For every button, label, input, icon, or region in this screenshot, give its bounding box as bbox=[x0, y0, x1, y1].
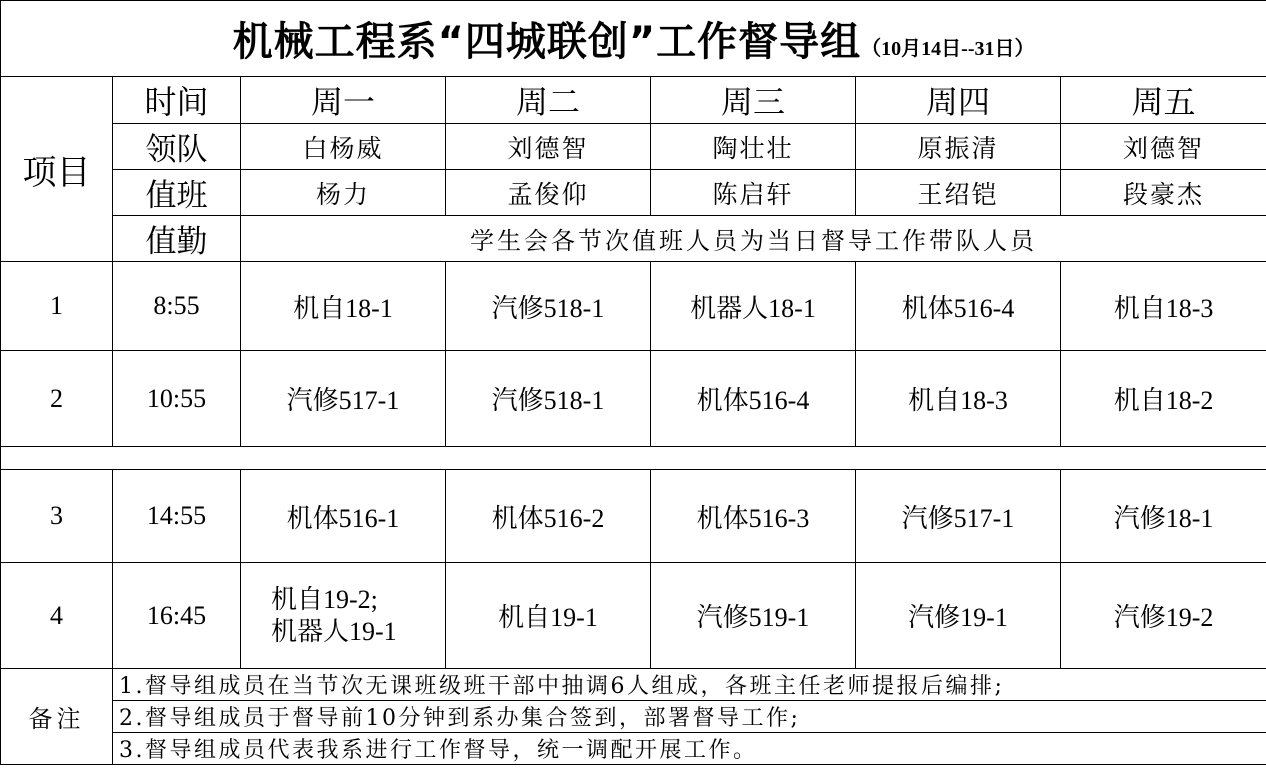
remark-row bbox=[1, 701, 1266, 733]
remark-item: 1.督导组成员在当节次无课班级班干部中抽调6人组成，各班主任老师提报后编排; bbox=[113, 669, 1266, 701]
leader-name: 刘德智 bbox=[1061, 124, 1266, 170]
spacer-cell bbox=[1, 447, 1266, 470]
day-header: 周二 bbox=[446, 77, 651, 124]
class-cell: 机体516-2 bbox=[446, 470, 651, 563]
class-cell: 机器人18-1 bbox=[651, 262, 856, 351]
day-header: 周三 bbox=[651, 77, 856, 124]
leader-name: 白杨威 bbox=[241, 124, 446, 170]
duty-name: 孟俊仰 bbox=[446, 170, 651, 216]
class-cell: 机自18-3 bbox=[1061, 262, 1266, 351]
period-time: 10:55 bbox=[113, 351, 241, 447]
period-time: 14:55 bbox=[113, 470, 241, 563]
day-header: 周四 bbox=[856, 77, 1061, 124]
project-label: 项目 bbox=[1, 77, 113, 262]
class-cell: 机自19-1 bbox=[446, 563, 651, 669]
duty-label: 值班 bbox=[113, 170, 241, 216]
day-header: 周五 bbox=[1061, 77, 1266, 124]
remark-row bbox=[1, 733, 1266, 765]
remark-item: 3.督导组成员代表我系进行工作督导，统一调配开展工作。 bbox=[113, 733, 1266, 765]
leader-label: 领队 bbox=[113, 124, 241, 170]
table-row bbox=[1, 262, 1266, 351]
class-cell: 机自18-2 bbox=[1061, 351, 1266, 447]
class-cell: 机自18-1 bbox=[241, 262, 446, 351]
class-cell: 汽修19-1 bbox=[856, 563, 1061, 669]
class-cell: 机体516-1 bbox=[241, 470, 446, 563]
table-row bbox=[1, 470, 1266, 563]
period-time: 16:45 bbox=[113, 563, 241, 669]
period-number: 2 bbox=[1, 351, 113, 447]
title-date-range: （10月14日--31日） bbox=[861, 38, 1035, 60]
class-cell: 汽修519-1 bbox=[651, 563, 856, 669]
class-cell: 机自18-3 bbox=[856, 351, 1061, 447]
class-cell: 机体516-4 bbox=[856, 262, 1061, 351]
spacer-row bbox=[1, 447, 1266, 470]
duty-name: 陈启轩 bbox=[651, 170, 856, 216]
remarks-label: 备注 bbox=[1, 669, 113, 765]
duty-row bbox=[1, 170, 1266, 216]
leader-name: 刘德智 bbox=[446, 124, 651, 170]
remark-row bbox=[1, 669, 1266, 701]
class-cell: 汽修19-2 bbox=[1061, 563, 1266, 669]
day-header: 周一 bbox=[241, 77, 446, 124]
class-cell: 汽修518-1 bbox=[446, 351, 651, 447]
table-row bbox=[1, 563, 1266, 669]
header-days-row bbox=[1, 77, 1266, 124]
class-cell: 机体516-4 bbox=[651, 351, 856, 447]
time-label: 时间 bbox=[113, 77, 241, 124]
period-number: 1 bbox=[1, 262, 113, 351]
attendance-label: 值勤 bbox=[113, 216, 241, 262]
period-number: 4 bbox=[1, 563, 113, 669]
class-cell: 汽修517-1 bbox=[856, 470, 1061, 563]
duty-name: 杨力 bbox=[241, 170, 446, 216]
leader-row bbox=[1, 124, 1266, 170]
duty-name: 段豪杰 bbox=[1061, 170, 1266, 216]
class-line: 机器人19-1 bbox=[271, 616, 397, 646]
duty-name: 王绍铠 bbox=[856, 170, 1061, 216]
attendance-note: 学生会各节次值班人员为当日督导工作带队人员 bbox=[241, 216, 1266, 262]
period-number: 3 bbox=[1, 470, 113, 563]
remark-item: 2.督导组成员于督导前10分钟到系办集合签到，部署督导工作; bbox=[113, 701, 1266, 733]
class-cell: 机体516-3 bbox=[651, 470, 856, 563]
leader-name: 原振清 bbox=[856, 124, 1061, 170]
class-cell: 汽修18-1 bbox=[1061, 470, 1266, 563]
class-line: 机自19-2; bbox=[271, 584, 378, 614]
attendance-row bbox=[1, 216, 1266, 262]
class-cell: 汽修517-1 bbox=[241, 351, 446, 447]
leader-name: 陶壮壮 bbox=[651, 124, 856, 170]
page-title bbox=[1, 1, 1266, 77]
table-row bbox=[1, 351, 1266, 447]
class-cell: 汽修518-1 bbox=[446, 262, 651, 351]
title-row bbox=[1, 1, 1266, 77]
title-main: 机械工程系“四城联创”工作督导组 bbox=[232, 19, 862, 65]
period-time: 8:55 bbox=[113, 262, 241, 351]
class-cell bbox=[241, 563, 446, 669]
